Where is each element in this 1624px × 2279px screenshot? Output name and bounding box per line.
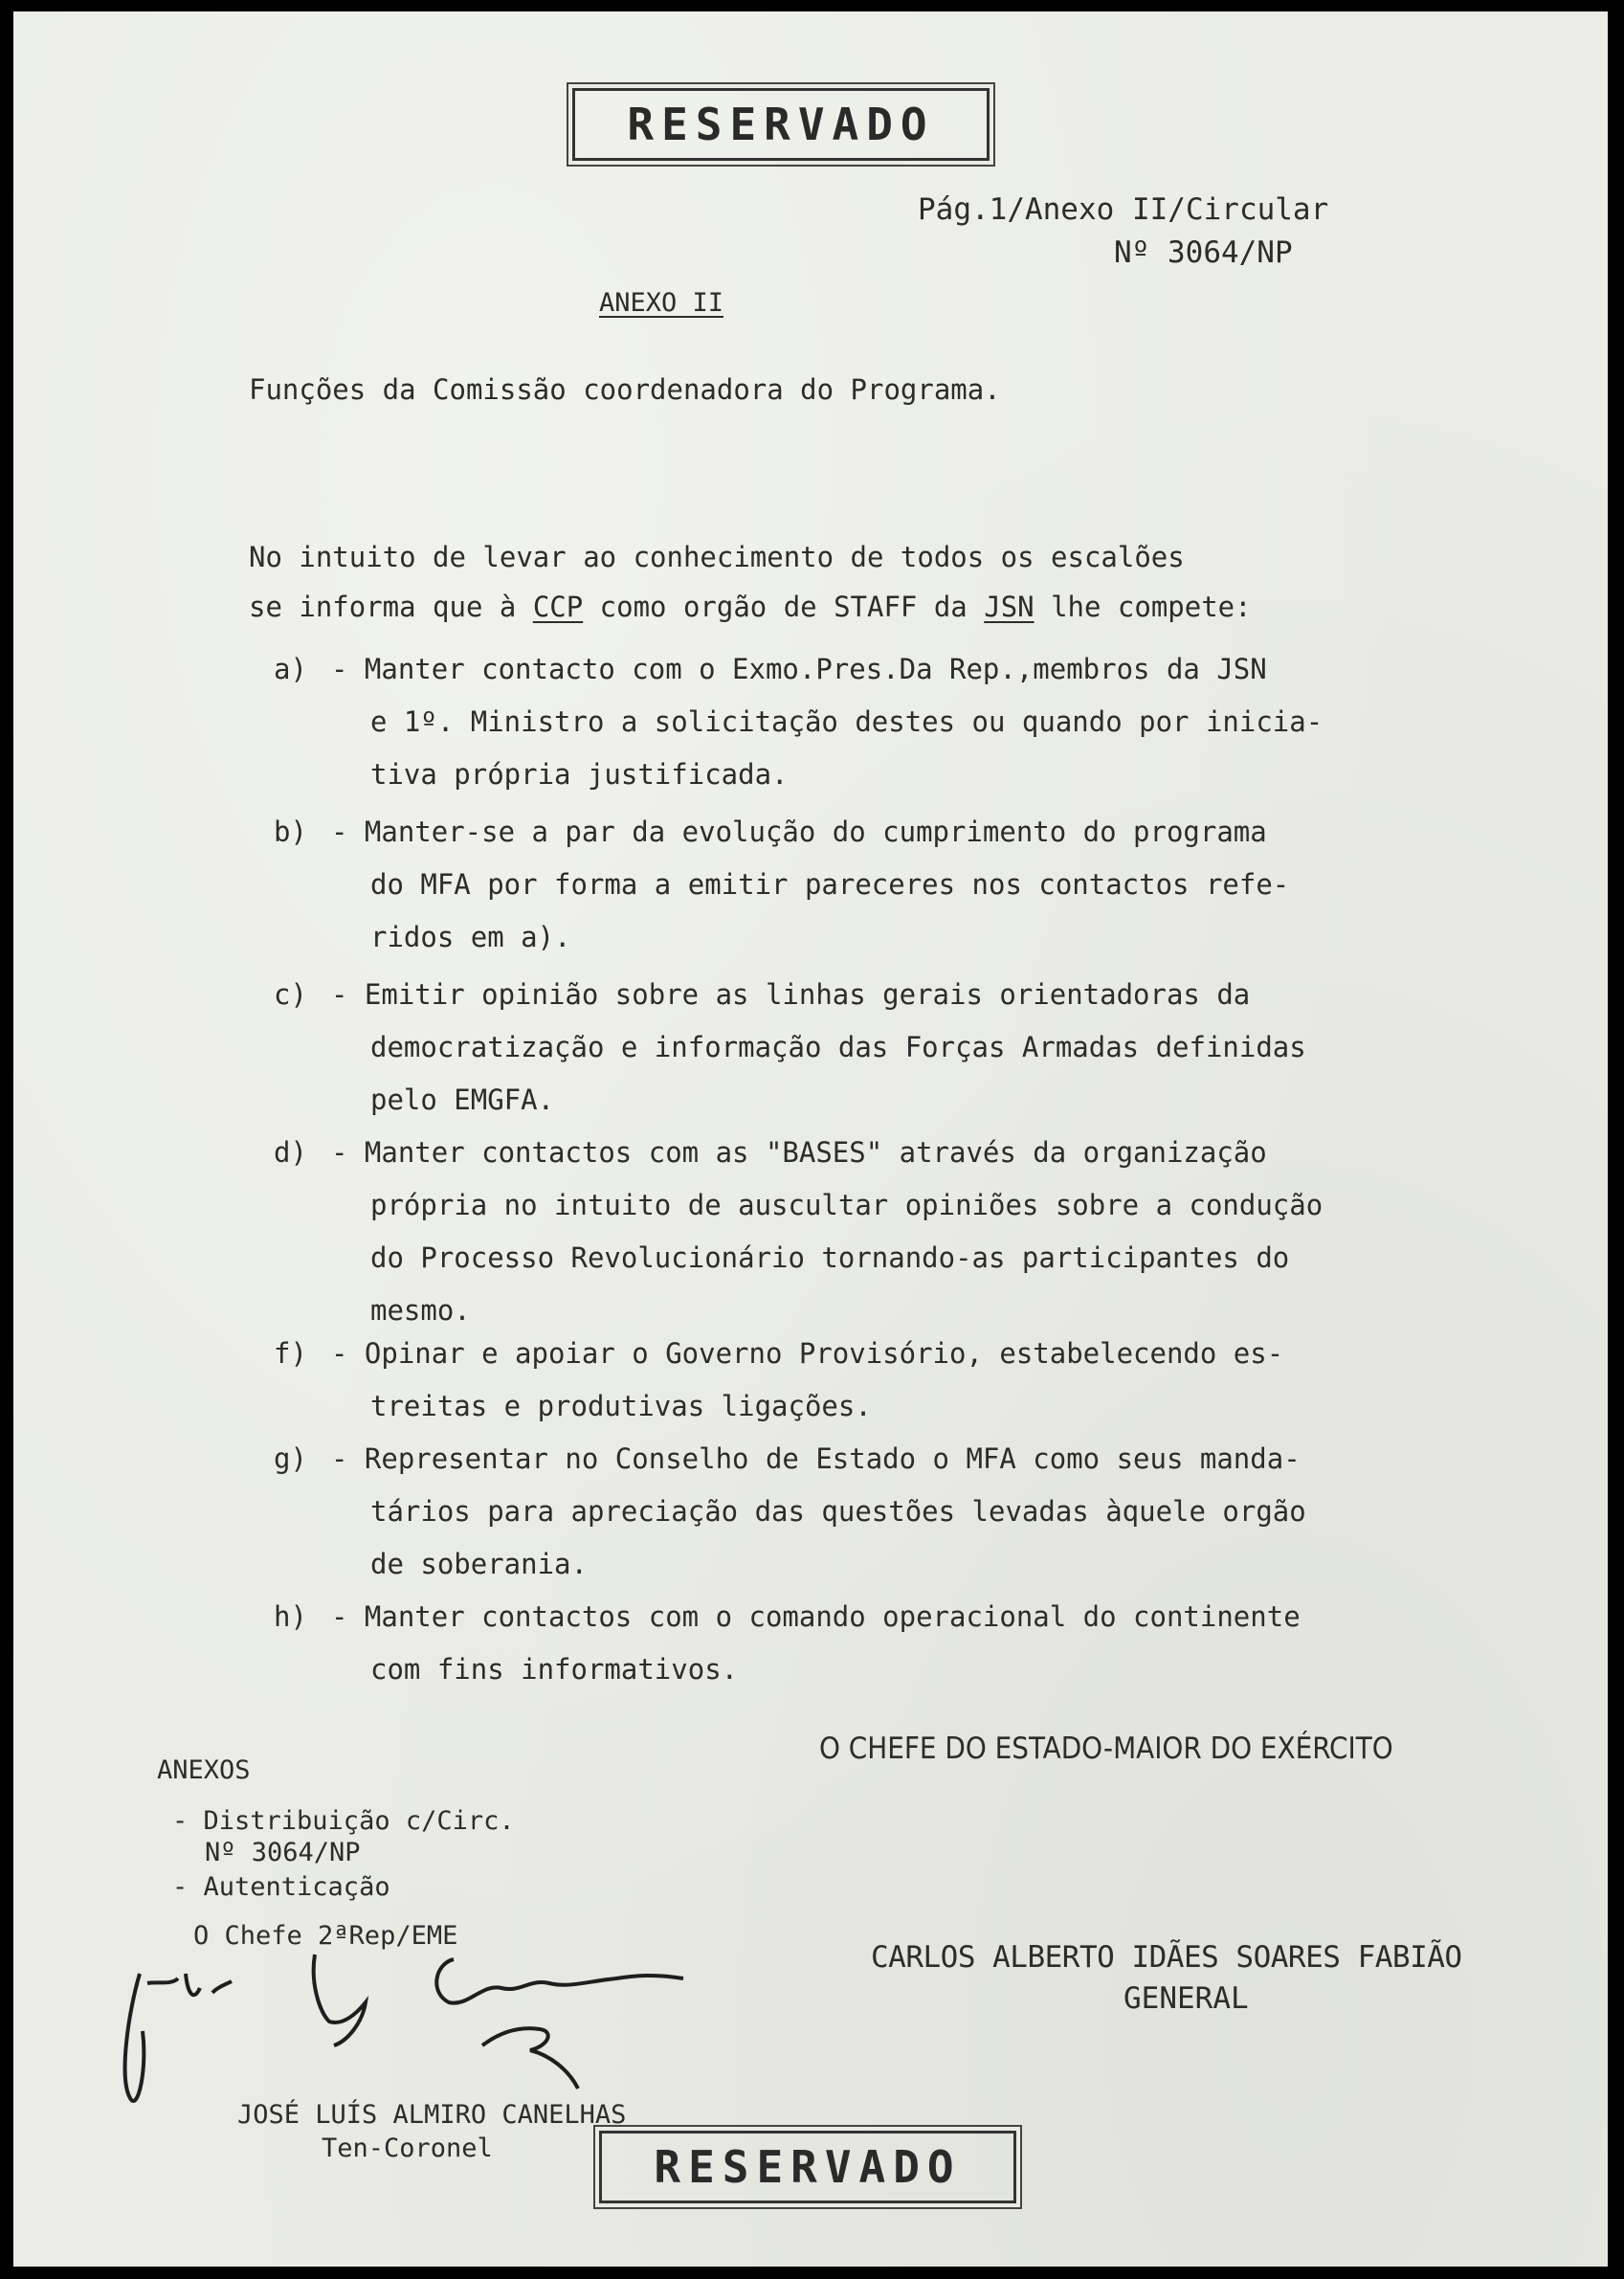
- item-marker: b): [274, 816, 307, 848]
- general-rank: GENERAL: [1123, 1981, 1249, 2016]
- authenticating-chief: O Chefe 2ªRep/EME: [193, 1921, 458, 1951]
- item-line: própria no intuito de auscultar opiniões sobre a condução: [370, 1189, 1324, 1221]
- chief-title: O CHEFE DO ESTADO-MAIOR DO EXÉRCITO: [819, 1732, 1393, 1766]
- annex-distribution-line2: Nº 3064/NP: [205, 1838, 361, 1867]
- page-reference-line2: Nº 3064/NP: [1114, 235, 1293, 270]
- intro-text-a: se informa que à: [249, 591, 533, 623]
- officer-rank: Ten-Coronel: [322, 2134, 493, 2163]
- item-line: - Manter contacto com o Exmo.Pres.Da Rep.,membros da JSN: [331, 653, 1267, 685]
- item-line: mesmo.: [370, 1294, 471, 1327]
- annexes-label: ANEXOS: [157, 1755, 251, 1785]
- officer-name: JOSÉ LUÍS ALMIRO CANELHAS: [237, 2100, 627, 2130]
- item-line: - Manter contactos com o comando operacional do continente: [331, 1600, 1301, 1633]
- classification-stamp-top: RESERVADO: [572, 88, 990, 161]
- item-marker: h): [274, 1600, 307, 1633]
- intro-line-1: No intuito de levar ao conhecimento de todos os escalões: [249, 541, 1185, 573]
- item-marker: d): [274, 1136, 307, 1169]
- classification-stamp-bottom: RESERVADO: [599, 2131, 1016, 2203]
- item-line: tários para apreciação das questões levadas àquele orgão: [370, 1495, 1306, 1528]
- jsn-acronym: JSN: [984, 591, 1034, 623]
- ccp-acronym: CCP: [532, 591, 584, 623]
- item-marker: a): [274, 653, 307, 685]
- item-line: - Emitir opinião sobre as linhas gerais orientadoras da: [331, 978, 1251, 1011]
- intro-text-b: como orgão de STAFF da: [583, 591, 985, 623]
- page-reference-line1: Pág.1/Anexo II/Circular: [918, 192, 1329, 227]
- item-line: democratização e informação das Forças Armadas definidas: [370, 1031, 1306, 1063]
- annex-title: ANEXO II: [599, 288, 724, 318]
- item-line: - Opinar e apoiar o Governo Provisório, estabelecendo es-: [331, 1337, 1284, 1370]
- annex-authentication: - Autenticação: [172, 1872, 390, 1902]
- item-marker: g): [274, 1442, 307, 1475]
- item-line: do Processo Revolucionário tornando-as participantes do: [370, 1241, 1290, 1274]
- item-line: - Representar no Conselho de Estado o MFA como seus manda-: [331, 1442, 1301, 1475]
- item-line: - Manter-se a par da evolução do cumprimento do programa: [331, 816, 1267, 848]
- item-marker: c): [274, 978, 307, 1011]
- document-subject: Funções da Comissão coordenadora do Programa.: [249, 373, 1001, 406]
- item-line: - Manter contactos com as "BASES" através da organização: [331, 1136, 1267, 1169]
- item-marker: f): [274, 1337, 307, 1370]
- general-name: CARLOS ALBERTO IDÃES SOARES FABIÃO: [871, 1940, 1462, 1975]
- item-line: pelo EMGFA.: [370, 1084, 555, 1116]
- item-line: ridos em a).: [370, 921, 571, 953]
- intro-line-2: [249, 591, 1252, 623]
- intro-text-c: lhe compete:: [1034, 591, 1252, 623]
- item-line: e 1º. Ministro a solicitação destes ou quando por inicia-: [370, 705, 1324, 738]
- item-line: de soberania.: [370, 1548, 588, 1580]
- document-page: [13, 11, 1608, 2267]
- handwritten-signature: [119, 1935, 712, 2127]
- item-line: do MFA por forma a emitir pareceres nos contactos refe-: [370, 868, 1290, 901]
- item-line: tiva própria justificada.: [370, 758, 789, 791]
- item-line: com fins informativos.: [370, 1653, 739, 1686]
- annex-distribution-line1: - Distribuição c/Circ.: [172, 1806, 515, 1836]
- item-line: treitas e produtivas ligações.: [370, 1390, 872, 1422]
